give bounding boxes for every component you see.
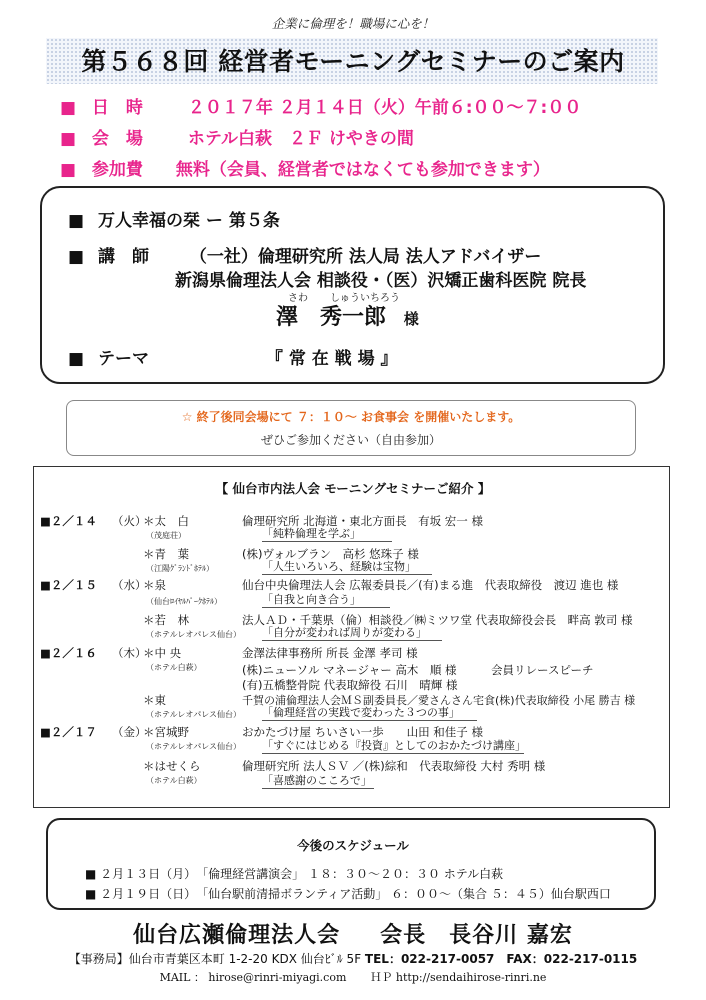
phone-fax: TEL：022-217-0057 FAX：022-217-0115 [364,952,638,966]
theme-row [68,344,398,369]
seminar-topic: 「純粋倫理を学ぶ」 [262,528,392,542]
seminar-speaker: 倫理研究所 北海道・東北方面長 有坂 宏一 様 [242,514,483,528]
dinner-notice: ☆ 終了後同会場にて ７：１０～ お食事会 を開催いたします。 [181,410,521,424]
seminar-topic: 「倫理経営の実践で変わった３つの事」 [262,707,477,721]
organization-line [0,918,706,949]
slogan: 企業に倫理を！職場に心を！ [271,16,435,31]
bullet-square: ■ [68,211,85,231]
seminar-topic: 「自我と向き合う」 [262,594,390,608]
speaker-name-row [276,300,419,331]
seminar-name: ＊はせくら [143,759,201,773]
seminar-venue: （ホテルレオパレス仙台） [146,630,241,639]
chairman: 会長 長谷川 嘉宏 [380,923,573,948]
email-address: MAIL ： hirose@rinri-miyagi.com [159,971,347,984]
day-weekday: （木） [112,646,147,660]
day-date: ■２／１６ [40,646,97,660]
speaker-row [68,242,541,267]
page-title: 第５６８回 経営者モーニングセミナーのご案内 [81,47,625,76]
seminar-topic: 「人生いろいろ、経験は宝物」 [262,561,432,575]
day-date: ■２／１４ [40,514,97,528]
theme-value: 『 常 在 戦 場 』 [265,349,398,369]
theme-label: テーマ [97,349,149,369]
speaker-affiliation-1: （一社）倫理研究所 法人局 法人アドバイザー [189,247,542,267]
bullet-square: ■ [68,349,85,369]
seminar-speaker: (株)ヴォルブラン 高杉 悠珠子 様 [242,547,419,561]
fee-value: 無料（会員、経営者ではなくても参加できます） [175,160,550,180]
seminar-venue: （ホテル白萩） [146,776,202,785]
bullet-square: ■ [60,160,77,180]
speaker-label: 講 師 [97,247,149,267]
office-line [0,950,706,967]
speaker-ruby-given: しゅういちろう [330,293,400,304]
seminar-name: ＊太 白 [143,514,189,528]
organization-name: 仙台広瀬倫理法人会 [133,923,341,948]
speaker-ruby-family: さわ [288,293,308,304]
seminar-name: ＊東 [143,693,166,707]
bullet-square: ■ [68,247,85,267]
day-date: ■２／１７ [40,725,97,739]
seminar-topic: 「自分が変われば周りが変わる」 [262,627,442,641]
seminar-speaker: 倫理研究所 法人ＳＶ ／(株)綜和 代表取締役 大村 秀明 様 [242,759,546,773]
datetime-label: 日 時 [91,98,143,118]
seminar-name: ＊中 央 [143,646,182,660]
day-weekday: （火） [112,514,147,528]
dinner-invite: ぜひご参加ください（自由参加） [260,433,441,447]
day-weekday: （金） [112,725,147,739]
seminar-venue: （ホテルレオパレス仙台） [146,710,241,719]
schedule-item: ■ ２月１９日（日） 「仙台駅前清掃ボランティア活動」 ６：００～（集合 ５：４５）仙台駅西口 [85,887,611,901]
relay-speaker-1: (株)ニューソル マネージャー 高木 順 様 会員リレースピーチ [242,663,594,677]
day-weekday: （水） [112,578,147,592]
seminar-name: ＊泉 [143,578,166,592]
relay-speaker-2: (有)五橋整骨院 代表取締役 石川 晴輝 様 [242,678,458,692]
schedule-item: ■ ２月１３日（月） 「倫理経営講演会」 １８：３０～２０：３０ ホテル白萩 [85,867,504,881]
seminar-speaker: おかたづけ屋 ちいさい一歩 山田 和佳子 様 [242,725,483,739]
seminar-venue: （ホテルレオパレス仙台） [146,742,241,751]
seminar-speaker: 仙台中央倫理法人会 広報委員長／(有)まる進 代表取締役 渡辺 進也 様 [242,578,619,592]
speaker-honorific: 様 [403,310,419,328]
datetime-row [60,93,581,118]
bullet-square: ■ [60,98,77,118]
article-title: 万人幸福の栞 ー 第５条 [97,211,280,231]
intro-title: 【 仙台市内法人会 モーニングセミナーご紹介 】 [215,481,491,496]
homepage-url: ＨＰ http://sendaihirose-rinri.ne [370,971,547,984]
seminar-name: ＊青 葉 [143,547,189,561]
venue-label: 会 場 [91,129,143,149]
bullet-square: ■ [60,129,77,149]
fee-label: 参加費 [91,160,143,180]
seminar-venue: （茂庭荘） [146,531,186,540]
seminar-speaker: 千賀の浦倫理法人会ＭＳ副委員長／愛さんさん宅食(株)代表取締役 小尾 勝吉 様 [242,694,636,707]
article-row [68,206,280,231]
seminar-topic: 「喜感謝のこころで」 [262,775,374,789]
fee-row [60,155,550,180]
schedule-title: 今後のスケジュール [297,838,409,853]
seminar-topic: 「すぐにはじめる『投資』としてのおかたづけ講座」 [262,739,526,752]
seminar-venue: （江陽ｸﾞﾗﾝﾄﾞﾎﾃﾙ） [146,564,214,573]
seminar-venue: （仙台ﾛｲﾔﾙﾊﾟｰｸﾎﾃﾙ） [146,597,222,606]
seminar-speaker: 金澤法律事務所 所長 金澤 孝司 様 [242,646,418,660]
office-address: 【事務局】仙台市青葉区本町 1-2-20 KDX 仙台ﾋﾞﾙ 5F [68,952,362,966]
day-date: ■２／１５ [40,578,97,592]
contact-line [0,969,706,985]
venue-row [60,124,414,149]
speaker-name: 澤 秀一郎 [276,305,387,330]
seminar-name: ＊宮城野 [143,725,189,739]
seminar-venue: （ホテル白萩） [146,663,202,672]
seminar-name: ＊若 林 [143,613,189,627]
seminar-speaker: 法人ＡＤ・千葉県（倫）相談役／㈱ミツワ堂 代表取締役会長 畔高 敦司 様 [242,613,633,627]
datetime-value: ２０１７年 ２月１４日（火）午前６:００～７:００ [187,98,582,118]
speaker-affiliation-2: 新潟県倫理法人会 相談役・（医）沢矯正歯科医院 院長 [175,271,587,291]
venue-value: ホテル白萩 ２Ｆ けやきの間 [187,129,414,149]
